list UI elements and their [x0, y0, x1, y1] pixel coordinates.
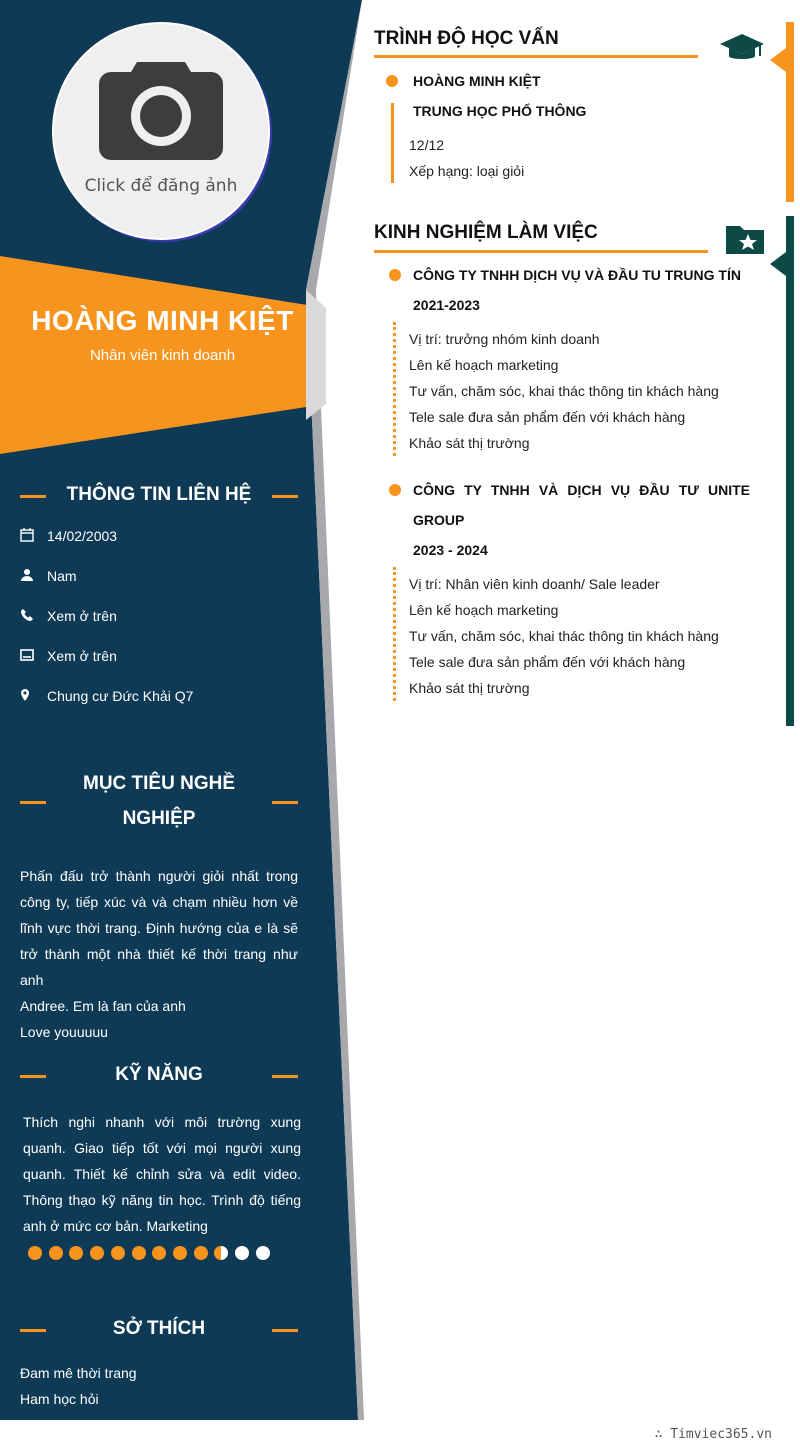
education-school: TRUNG HỌC PHỔ THÔNG	[413, 103, 587, 119]
job-period: 2023 - 2024	[413, 542, 488, 558]
graduation-cap-icon	[720, 32, 764, 64]
camera-icon	[97, 56, 225, 168]
job-detail: Vị trí: trưởng nhóm kinh doanh	[409, 331, 600, 347]
job-timeline	[393, 322, 399, 456]
job-detail: Vị trí: Nhân viên kinh doanh/ Sale leader	[409, 576, 660, 592]
contact-item-phone: Xem ở trên	[20, 608, 300, 648]
objective-heading: MỤC TIÊU NGHỀ NGHIỆP	[20, 766, 298, 836]
job-detail: Lên kế hoạch marketing	[409, 602, 559, 618]
skill-rating-dot	[111, 1246, 125, 1260]
location-icon	[20, 688, 47, 705]
experience-divider	[374, 250, 708, 253]
upload-photo-label: Click để đăng ảnh	[84, 176, 238, 196]
education-bullet	[386, 75, 398, 87]
job-company: CÔNG TY TNHH DỊCH VỤ VÀ ĐẦU TU TRUNG TÍN	[413, 267, 741, 283]
education-timeline	[391, 103, 394, 183]
contact-list	[20, 528, 300, 728]
skills-heading: KỸ NĂNG	[20, 1064, 298, 1086]
job-detail: Tư vấn, chăm sóc, khai thác thông tin khách hàng	[409, 628, 719, 644]
skill-rating-dot	[90, 1246, 104, 1260]
education-rank: Xếp hạng: loại giỏi	[409, 163, 525, 179]
folder-star-icon	[724, 222, 766, 256]
education-divider	[374, 55, 698, 58]
calendar-icon	[20, 528, 47, 545]
contact-item-address: Chung cư Đức Khải Q7	[20, 688, 300, 728]
skill-rating-dot	[194, 1246, 208, 1260]
hobby-item: Đam mê thời trang	[20, 1365, 137, 1381]
skill-rating-dot	[49, 1246, 63, 1260]
job-detail: Khảo sát thị trường	[409, 680, 530, 696]
contact-item-birthday: 14/02/2003	[20, 528, 300, 568]
profile-role: Nhân viên kinh doanh	[89, 347, 236, 364]
avatar-upload[interactable]	[52, 22, 270, 240]
watermark: ∴ Timviec365.vn	[654, 1427, 772, 1442]
hobbies-heading: SỞ THÍCH	[20, 1318, 298, 1340]
job-timeline	[393, 567, 399, 701]
job-detail: Tư vấn, chăm sóc, khai thác thông tin khách hàng	[409, 383, 719, 399]
phone-icon	[20, 608, 47, 625]
skills-text: Thích nghi nhanh với môi trường xung quanh. Giao tiếp tốt với mọi người xung quanh. Thiết kế chỉnh sửa và edit video. Thông thạo kỹ năng tin học. Trình độ tiếng anh ở mức cơ bản. Marketing	[23, 1114, 301, 1234]
education-grade: 12/12	[409, 137, 445, 153]
job-detail: Lên kế hoạch marketing	[409, 357, 559, 373]
skill-rating-dot	[28, 1246, 42, 1260]
skill-rating-dot	[256, 1246, 270, 1260]
contact-heading: THÔNG TIN LIÊN HỆ	[20, 484, 298, 506]
hobby-item: Ham học hỏi	[20, 1391, 99, 1407]
email-icon	[20, 648, 47, 665]
education-name: HOÀNG MINH KIỆT	[413, 73, 541, 89]
profile-header	[0, 305, 325, 364]
objective-text: Phấn đấu trở thành người giỏi nhất trong công ty, tiếp xúc và và chạm nhiều hơn về lĩnh vực thời trang. Định hướng của e là sẽ trở thành một nhà thiết kế thời trang như anh Andree. Em là fan của anh Love youuuuu	[20, 868, 298, 1040]
contact-item-gender: Nam	[20, 568, 300, 608]
user-icon	[20, 568, 47, 585]
job-period: 2021-2023	[413, 297, 480, 313]
skill-rating-dot	[173, 1246, 187, 1260]
job-detail: Tele sale đưa sản phẩm đến với khách hàng	[409, 409, 686, 425]
skill-rating-dot	[132, 1246, 146, 1260]
profile-name: HOÀNG MINH KIỆT	[31, 305, 294, 336]
education-heading: TRÌNH ĐỘ HỌC VẤN	[374, 28, 559, 49]
job-detail: Tele sale đưa sản phẩm đến với khách hàng	[409, 654, 686, 670]
job-detail: Khảo sát thị trường	[409, 435, 530, 451]
job-company: CÔNG TY TNHH VÀ DỊCH VỤ ĐẦU TƯ UNITE	[413, 482, 750, 498]
experience-heading: KINH NGHIỆM LÀM VIỆC	[374, 222, 598, 243]
hobbies-list	[20, 1360, 137, 1412]
contact-item-email: Xem ở trên	[20, 648, 300, 688]
job-company-cont: GROUP	[413, 512, 465, 528]
job-bullet	[389, 269, 401, 281]
skill-rating-dot	[235, 1246, 249, 1260]
job-bullet	[389, 484, 401, 496]
